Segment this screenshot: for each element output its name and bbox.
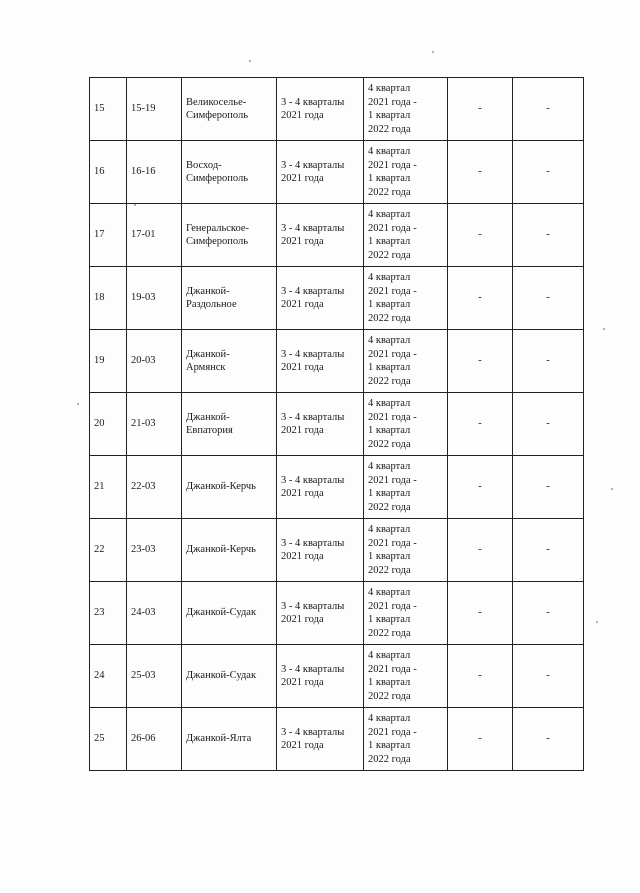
end-period-cell <box>364 456 448 519</box>
end-period-cell <box>364 204 448 267</box>
end-period-cell <box>364 519 448 582</box>
row-number-cell <box>90 582 127 645</box>
empty-value-cell <box>513 141 584 204</box>
table-row <box>90 78 584 141</box>
empty-value-cell-text: - <box>546 543 550 556</box>
end-period-cell-text: 4 квартал 2021 года - 1 квартал 2022 года <box>368 650 417 702</box>
row-number-cell-text: 16 <box>94 166 105 178</box>
start-period-cell-text: 3 - 4 кварталы 2021 года <box>281 474 345 499</box>
route-code-cell-text: 22-03 <box>131 481 156 493</box>
route-name-cell-text: Джанкой-Судак <box>186 670 257 682</box>
route-code-cell-text: 15-19 <box>131 103 156 115</box>
empty-value-cell <box>513 456 584 519</box>
row-number-cell <box>90 519 127 582</box>
empty-value-cell <box>448 456 513 519</box>
table-row <box>90 645 584 708</box>
empty-value-cell-text: - <box>478 291 482 304</box>
end-period-cell-text: 4 квартал 2021 года - 1 квартал 2022 года <box>368 713 417 765</box>
route-name-cell-text: Джанкой- Армянск <box>186 348 230 373</box>
route-code-cell <box>127 456 182 519</box>
table-row <box>90 393 584 456</box>
row-number-cell-text: 22 <box>94 544 105 556</box>
end-period-cell-text: 4 квартал 2021 года - 1 квартал 2022 года <box>368 209 417 261</box>
row-number-cell <box>90 393 127 456</box>
row-number-cell <box>90 141 127 204</box>
end-period-cell-text: 4 квартал 2021 года - 1 квартал 2022 года <box>368 335 417 387</box>
empty-value-cell <box>513 582 584 645</box>
empty-value-cell <box>448 708 513 771</box>
route-name-cell <box>182 708 277 771</box>
start-period-cell-text: 3 - 4 кварталы 2021 года <box>281 600 345 625</box>
route-name-cell <box>182 78 277 141</box>
scan-speck <box>611 488 613 490</box>
empty-value-cell-text: - <box>478 543 482 556</box>
row-number-cell <box>90 456 127 519</box>
route-name-cell-text: Генеральское- Симферополь <box>186 222 250 247</box>
start-period-cell <box>277 582 364 645</box>
route-name-cell <box>182 393 277 456</box>
end-period-cell-text: 4 квартал 2021 года - 1 квартал 2022 года <box>368 272 417 324</box>
empty-value-cell <box>513 267 584 330</box>
route-code-cell-text: 23-03 <box>131 544 156 556</box>
route-name-cell-text: Восход- Симферополь <box>186 159 248 184</box>
empty-value-cell <box>448 582 513 645</box>
route-code-cell <box>127 645 182 708</box>
table-row <box>90 141 584 204</box>
route-schedule-table <box>89 77 584 771</box>
empty-value-cell <box>513 519 584 582</box>
empty-value-cell-text: - <box>478 417 482 430</box>
empty-value-cell-text: - <box>546 732 550 745</box>
row-number-cell-text: 19 <box>94 355 105 367</box>
start-period-cell <box>277 519 364 582</box>
empty-value-cell-text: - <box>546 606 550 619</box>
end-period-cell <box>364 582 448 645</box>
row-number-cell-text: 17 <box>94 229 105 241</box>
start-period-cell-text: 3 - 4 кварталы 2021 года <box>281 411 345 436</box>
empty-value-cell-text: - <box>478 669 482 682</box>
start-period-cell-text: 3 - 4 кварталы 2021 года <box>281 222 345 247</box>
table-row <box>90 330 584 393</box>
route-name-cell <box>182 267 277 330</box>
row-number-cell <box>90 78 127 141</box>
end-period-cell <box>364 330 448 393</box>
route-code-cell-text: 19-03 <box>131 292 156 304</box>
start-period-cell <box>277 267 364 330</box>
end-period-cell <box>364 78 448 141</box>
end-period-cell <box>364 708 448 771</box>
route-name-cell <box>182 456 277 519</box>
route-code-cell <box>127 708 182 771</box>
empty-value-cell <box>513 645 584 708</box>
table-body <box>90 78 584 771</box>
empty-value-cell-text: - <box>546 669 550 682</box>
route-name-cell <box>182 582 277 645</box>
end-period-cell-text: 4 квартал 2021 года - 1 квартал 2022 года <box>368 398 417 450</box>
empty-value-cell-text: - <box>478 165 482 178</box>
end-period-cell <box>364 393 448 456</box>
start-period-cell <box>277 141 364 204</box>
row-number-cell-text: 21 <box>94 481 105 493</box>
route-name-cell <box>182 141 277 204</box>
start-period-cell <box>277 204 364 267</box>
empty-value-cell-text: - <box>546 480 550 493</box>
route-code-cell <box>127 330 182 393</box>
start-period-cell-text: 3 - 4 кварталы 2021 года <box>281 159 345 184</box>
empty-value-cell-text: - <box>546 102 550 115</box>
route-code-cell <box>127 519 182 582</box>
empty-value-cell-text: - <box>478 480 482 493</box>
route-code-cell <box>127 78 182 141</box>
row-number-cell-text: 18 <box>94 292 105 304</box>
route-code-cell <box>127 582 182 645</box>
start-period-cell <box>277 456 364 519</box>
empty-value-cell-text: - <box>478 102 482 115</box>
table-row <box>90 519 584 582</box>
row-number-cell-text: 24 <box>94 670 105 682</box>
row-number-cell <box>90 708 127 771</box>
row-number-cell-text: 20 <box>94 418 105 430</box>
empty-value-cell-text: - <box>546 417 550 430</box>
empty-value-cell <box>513 204 584 267</box>
start-period-cell-text: 3 - 4 кварталы 2021 года <box>281 726 345 751</box>
route-name-cell-text: Джанкой- Раздольное <box>186 285 237 310</box>
route-code-cell-text: 16-16 <box>131 166 156 178</box>
row-number-cell-text: 25 <box>94 733 105 745</box>
empty-value-cell <box>448 204 513 267</box>
empty-value-cell <box>448 645 513 708</box>
end-period-cell-text: 4 квартал 2021 года - 1 квартал 2022 года <box>368 146 417 198</box>
end-period-cell-text: 4 квартал 2021 года - 1 квартал 2022 года <box>368 461 417 513</box>
route-name-cell <box>182 645 277 708</box>
row-number-cell-text: 15 <box>94 103 105 115</box>
scan-speck <box>134 204 136 206</box>
end-period-cell-text: 4 квартал 2021 года - 1 квартал 2022 года <box>368 587 417 639</box>
route-name-cell-text: Джанкой-Керчь <box>186 544 256 556</box>
start-period-cell <box>277 708 364 771</box>
end-period-cell-text: 4 квартал 2021 года - 1 квартал 2022 года <box>368 83 417 135</box>
table-row <box>90 456 584 519</box>
empty-value-cell-text: - <box>478 228 482 241</box>
empty-value-cell <box>448 141 513 204</box>
scan-speck <box>432 51 434 53</box>
route-code-cell <box>127 204 182 267</box>
table-row <box>90 582 584 645</box>
route-code-cell-text: 21-03 <box>131 418 156 430</box>
start-period-cell <box>277 330 364 393</box>
empty-value-cell-text: - <box>478 732 482 745</box>
route-code-cell-text: 26-06 <box>131 733 156 745</box>
route-code-cell <box>127 267 182 330</box>
empty-value-cell <box>448 519 513 582</box>
route-name-cell <box>182 519 277 582</box>
route-name-cell <box>182 204 277 267</box>
end-period-cell-text: 4 квартал 2021 года - 1 квартал 2022 года <box>368 524 417 576</box>
route-code-cell-text: 24-03 <box>131 607 156 619</box>
route-code-cell <box>127 141 182 204</box>
row-number-cell <box>90 330 127 393</box>
scan-speck <box>603 328 605 330</box>
row-number-cell <box>90 267 127 330</box>
start-period-cell-text: 3 - 4 кварталы 2021 года <box>281 537 345 562</box>
empty-value-cell <box>513 393 584 456</box>
empty-value-cell <box>448 393 513 456</box>
empty-value-cell <box>513 708 584 771</box>
scan-speck <box>249 60 251 62</box>
row-number-cell <box>90 645 127 708</box>
row-number-cell-text: 23 <box>94 607 105 619</box>
empty-value-cell <box>448 267 513 330</box>
empty-value-cell-text: - <box>546 354 550 367</box>
empty-value-cell <box>513 78 584 141</box>
row-number-cell <box>90 204 127 267</box>
route-name-cell-text: Джанкой-Судак <box>186 607 257 619</box>
end-period-cell <box>364 645 448 708</box>
route-name-cell <box>182 330 277 393</box>
start-period-cell <box>277 393 364 456</box>
end-period-cell <box>364 141 448 204</box>
empty-value-cell-text: - <box>546 165 550 178</box>
empty-value-cell-text: - <box>546 228 550 241</box>
empty-value-cell <box>448 78 513 141</box>
route-code-cell-text: 17-01 <box>131 229 156 241</box>
scan-speck <box>596 621 598 623</box>
scan-speck <box>77 403 79 405</box>
empty-value-cell-text: - <box>478 606 482 619</box>
start-period-cell-text: 3 - 4 кварталы 2021 года <box>281 663 345 688</box>
table-row <box>90 204 584 267</box>
start-period-cell-text: 3 - 4 кварталы 2021 года <box>281 285 345 310</box>
table-row <box>90 708 584 771</box>
route-code-cell-text: 20-03 <box>131 355 156 367</box>
start-period-cell <box>277 78 364 141</box>
start-period-cell-text: 3 - 4 кварталы 2021 года <box>281 348 345 373</box>
table-row <box>90 267 584 330</box>
empty-value-cell <box>448 330 513 393</box>
route-name-cell-text: Джанкой-Ялта <box>186 733 252 745</box>
route-name-cell-text: Джанкой-Керчь <box>186 481 256 493</box>
route-code-cell <box>127 393 182 456</box>
start-period-cell <box>277 645 364 708</box>
empty-value-cell-text: - <box>546 291 550 304</box>
route-code-cell-text: 25-03 <box>131 670 156 682</box>
route-name-cell-text: Джанкой- Евпатория <box>186 411 233 436</box>
empty-value-cell <box>513 330 584 393</box>
route-name-cell-text: Великоселье- Симферополь <box>186 96 248 121</box>
empty-value-cell-text: - <box>478 354 482 367</box>
end-period-cell <box>364 267 448 330</box>
start-period-cell-text: 3 - 4 кварталы 2021 года <box>281 96 345 121</box>
